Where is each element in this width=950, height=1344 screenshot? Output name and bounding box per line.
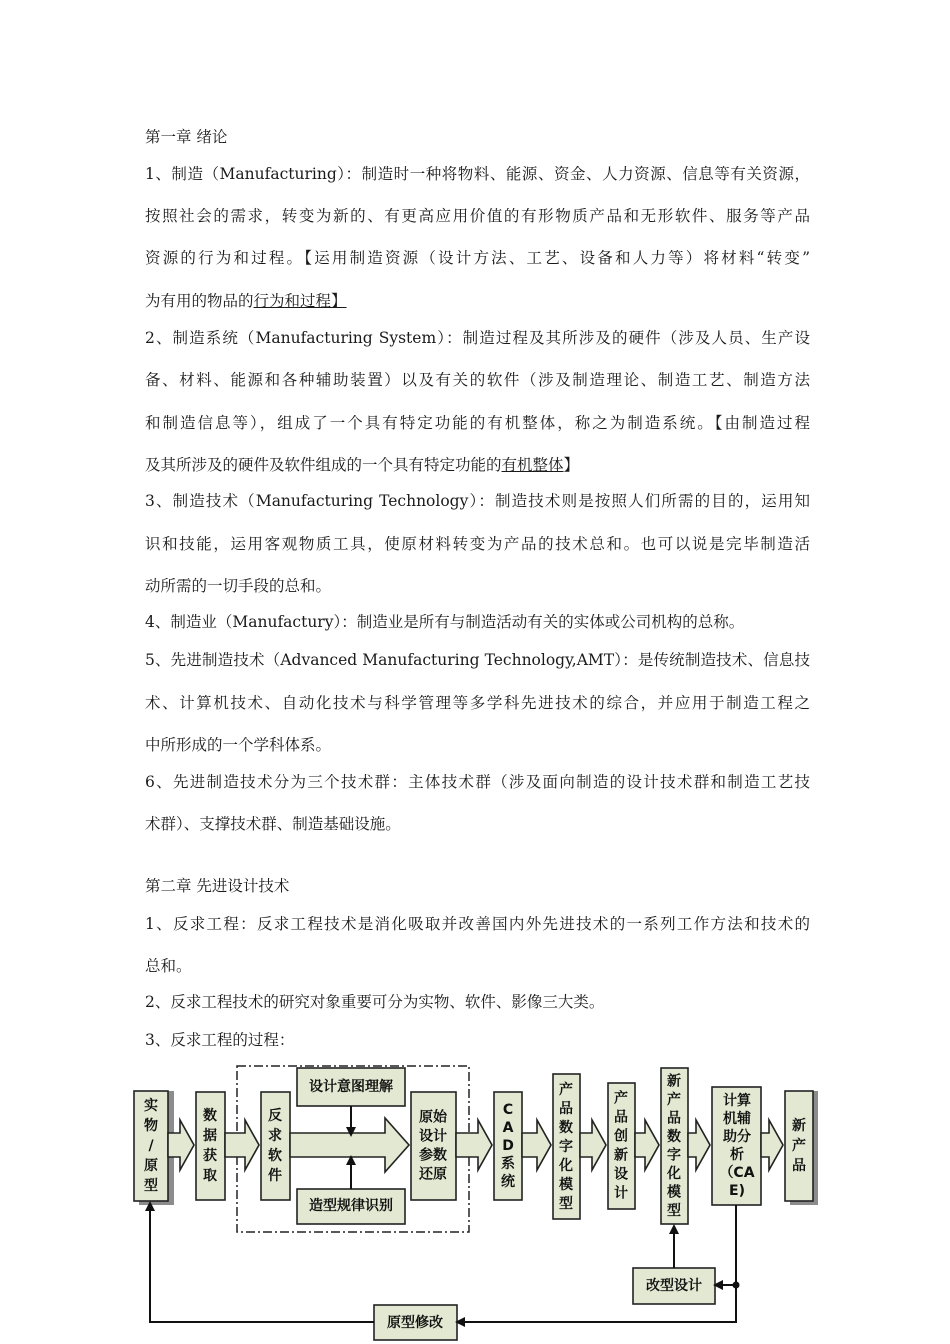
p1-line4-text: 为有用的物品的 (145, 292, 254, 310)
label-cad: 系 (501, 1156, 515, 1172)
p6-line1: 6、先进制造技术分为三个技术群：主体技术群（涉及面向制造的设计技术群和制造工艺技 (145, 773, 810, 791)
label-digital: 模 (559, 1177, 573, 1193)
label-object: 实 (144, 1098, 158, 1114)
label-cae: 析 (730, 1147, 744, 1163)
label-innov: 品 (614, 1109, 628, 1126)
p5-line1: 5、先进制造技术（Advanced Manufacturing Technology,AMT）：是传统制造技术、信息技 (145, 651, 810, 669)
p2-line2: 备、材料、能源和各种辅助装置）以及有关的软件（涉及制造理论、制造工艺、制造方法 (145, 371, 810, 389)
block-arrow (635, 1120, 659, 1170)
arrow-cae-to-modify (715, 1205, 736, 1285)
label-innov: 计 (614, 1185, 628, 1202)
label-newprod: 品 (792, 1158, 806, 1174)
label-newdig: 新 (667, 1073, 681, 1090)
p3-line3: 动所需的一切手段的总和。 (145, 577, 332, 595)
label-newdig: 字 (667, 1147, 681, 1164)
label-innov: 创 (614, 1128, 628, 1145)
label-object: 型 (144, 1178, 158, 1194)
p3-line1: 3、制造技术（Manufacturing Technology）：制造技术则是按照人们所需的目的，运用知 (145, 492, 810, 510)
label-intent: 设计意图理解 (309, 1079, 393, 1095)
label-data: 取 (203, 1168, 217, 1184)
label-cae: 机辅 (723, 1111, 751, 1127)
block-arrow (761, 1120, 783, 1170)
label-cae: E) (729, 1183, 745, 1199)
label-restore: 参数 (419, 1147, 447, 1164)
label-cad: D (502, 1138, 514, 1154)
label-modify: 改型设计 (646, 1278, 702, 1294)
label-rule: 造型规律识别 (309, 1198, 393, 1214)
label-data: 数 (203, 1108, 217, 1124)
block-arrow (688, 1120, 710, 1170)
label-object: / (148, 1138, 154, 1154)
block-arrow (580, 1120, 606, 1170)
label-newdig: 型 (667, 1202, 681, 1219)
p2-line1: 2、制造系统（Manufacturing System）：制造过程及其所涉及的硬件（涉及人员、生产设 (145, 329, 810, 347)
label-cae: （CA (719, 1165, 755, 1181)
label-object: 物 (144, 1118, 158, 1134)
label-cae: 助分 (723, 1129, 751, 1145)
p2-line4-underlined: 有机整体 (501, 456, 564, 474)
label-restore: 还原 (419, 1166, 447, 1183)
p1-line1: 1、制造（Manufacturing）：制造时一种将物料、能源、资金、人力资源、信息等有关资源， (145, 165, 810, 183)
label-restore: 设计 (419, 1128, 447, 1145)
p1-line2: 按照社会的需求，转变为新的、有更高应用价值的有形物质产品和无形软件、服务等产品 (145, 207, 810, 225)
p1-line3: 资源的行为和过程。【运用制造资源（设计方法、工艺、设备和人力等）将材料“转变” (145, 249, 810, 267)
label-data: 获 (203, 1148, 217, 1164)
c2-p1-line2: 总和。 (145, 957, 192, 975)
label-innov: 新 (614, 1147, 628, 1164)
p2-line3: 和制造信息等），组成了一个具有特定功能的有机整体，称之为制造系统。【由制造过程 (145, 414, 810, 432)
p3-line2: 识和技能，运用客观物质工具，使原材料转变为产品的技术总和。也可以说是完毕制造活 (145, 535, 810, 553)
node-restore (411, 1092, 456, 1200)
label-software: 求 (268, 1128, 282, 1144)
junction-dot (733, 1282, 740, 1289)
label-digital: 化 (559, 1158, 573, 1174)
c2-p1-line1: 1、反求工程：反求工程技术是消化吸取并改善国内外先进技术的一系列工作方法和技术的 (145, 915, 810, 933)
block-arrow (522, 1120, 551, 1170)
label-newdig: 品 (667, 1110, 681, 1127)
label-data: 据 (203, 1128, 217, 1144)
p2-line4-text: 及其所涉及的硬件及软件组成的一个具有特定功能的 (145, 456, 502, 474)
block-arrow (456, 1120, 492, 1170)
label-cad: C (502, 1102, 514, 1118)
label-newdig: 产 (667, 1091, 681, 1108)
label-digital: 型 (559, 1196, 573, 1212)
label-cad: 统 (501, 1174, 515, 1190)
label-software: 软 (268, 1148, 282, 1164)
chapter2-title: 第二章 先进设计技术 (145, 877, 290, 895)
label-cad: A (502, 1120, 514, 1136)
p5-line2: 术、计算机技术、自动化技术与科学管理等多学科先进技术的综合，并应用于制造工程之 (145, 694, 810, 712)
label-innov: 设 (614, 1166, 628, 1183)
label-object: 原 (144, 1158, 158, 1174)
label-innov: 产 (614, 1090, 628, 1107)
label-newdig: 数 (667, 1128, 681, 1145)
label-digital: 品 (559, 1101, 573, 1117)
label-newdig: 化 (667, 1165, 681, 1182)
block-arrow-main (290, 1118, 409, 1172)
p4-line1: 4、制造业（Manufactury）：制造业是所有与制造活动有关的实体或公司机构的总称。 (145, 613, 745, 631)
p6-line2: 术群）、支撑技术群、制造基础设施。 (145, 815, 401, 833)
p2-line4-bracket: 】 (563, 456, 580, 474)
label-restore: 原始 (419, 1109, 447, 1126)
c2-p2-line1: 2、反求工程技术的研究对象重要可分为实物、软件、影像三大类。 (145, 993, 605, 1011)
label-newdig: 模 (667, 1184, 681, 1201)
p5-line3: 中所形成的一个学科体系。 (145, 736, 332, 754)
label-digital: 数 (559, 1120, 573, 1136)
c2-p3-line1: 3、反求工程的过程： (145, 1031, 295, 1049)
block-arrow (225, 1120, 259, 1170)
chapter1-title: 第一章 绪论 (145, 128, 228, 146)
label-software: 反 (268, 1108, 282, 1124)
label-cae: 计算 (723, 1093, 751, 1109)
label-newprod: 新 (792, 1118, 806, 1134)
label-proto: 原型修改 (387, 1315, 443, 1331)
label-digital: 产 (559, 1082, 573, 1098)
label-software: 件 (268, 1168, 282, 1184)
label-digital: 字 (559, 1139, 573, 1155)
p1-line4-underlined: 行为和过程】 (253, 292, 347, 310)
label-newprod: 产 (792, 1138, 806, 1154)
